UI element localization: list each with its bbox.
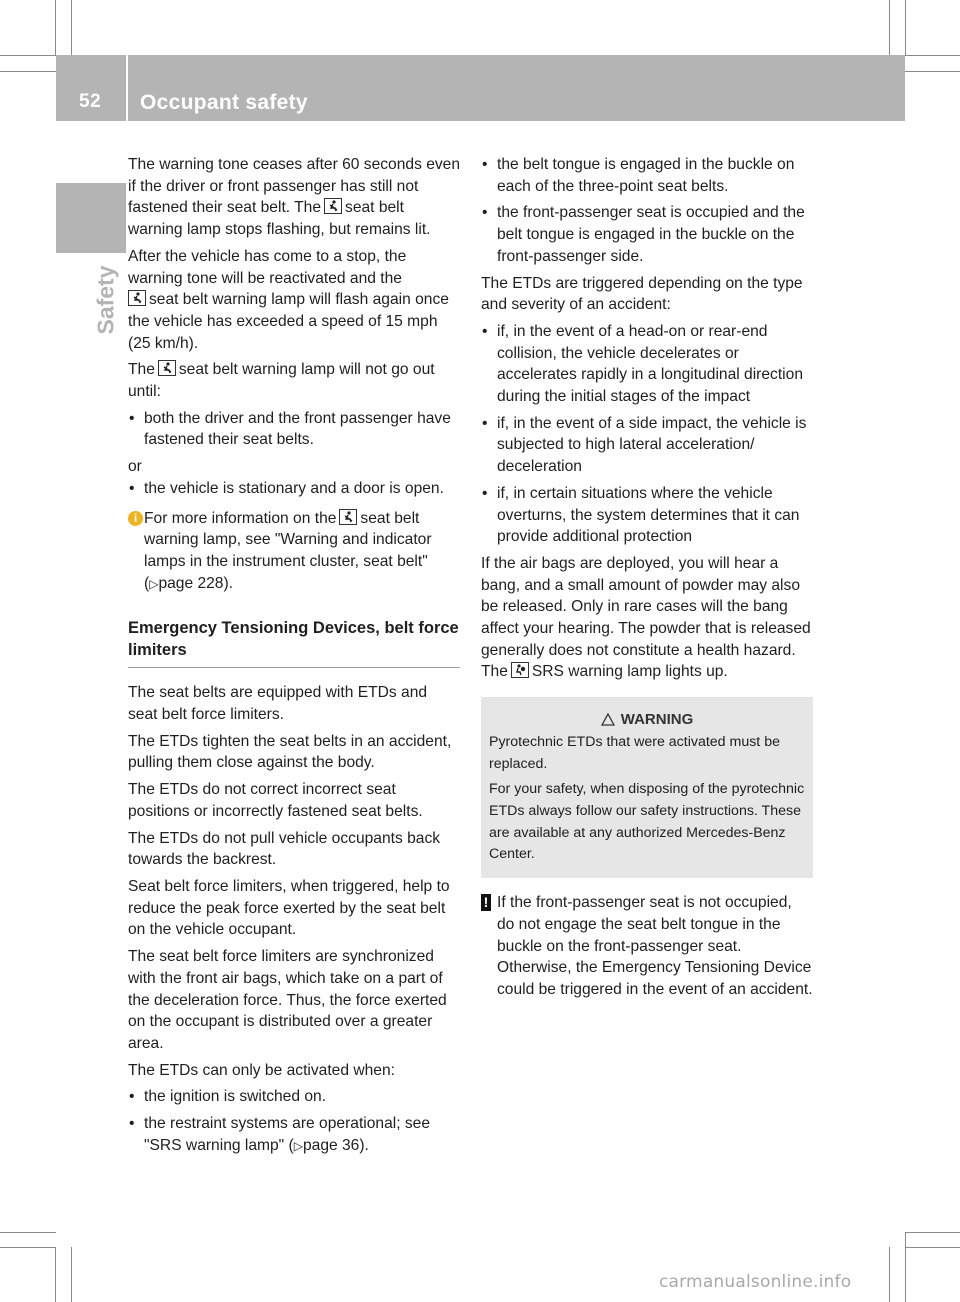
bullet-icon: • <box>482 414 488 432</box>
caution-note: ! If the front-passenger seat is not occupied, do not engage the seat belt tongue in the buckle on the front-passenger seat. Otherwise, the Emergency Tensioning Device could be triggered in the event of an accident. <box>481 892 813 1001</box>
side-tab-marker <box>56 183 126 253</box>
list-item: • if, in certain situations where the vehicle overturns, the system determines that it can provide additional protection <box>482 484 800 546</box>
warning-triangle-icon <box>601 713 615 726</box>
crop-mark <box>905 55 960 56</box>
bullet-icon: • <box>482 204 488 222</box>
left-column <box>128 154 460 1162</box>
heading-rule <box>128 667 460 668</box>
list-item: • the front-passenger seat is occupied and the belt tongue is engaged in the buckle on the front-passenger side. <box>482 204 805 265</box>
crop-mark <box>0 55 56 56</box>
crop-mark <box>0 1247 56 1248</box>
info-note: i For more information on the seat belt warning lamp, see "Warning and indicator lamps in the instrument cluster, seat belt" (▷page 228). <box>128 508 460 596</box>
header-separator <box>126 55 128 121</box>
bullet-icon: • <box>129 479 135 497</box>
crop-mark <box>0 71 56 72</box>
airbag-icon <box>511 662 529 678</box>
right-column <box>481 154 813 1001</box>
paragraph: The ETDs are triggered depending on the type and severity of an accident: <box>481 274 803 314</box>
paragraph: The seat belts are equipped with ETDs and seat belt force limiters. <box>128 684 428 724</box>
crop-mark <box>905 1232 906 1302</box>
crop-mark <box>0 1232 56 1233</box>
crop-mark <box>905 71 960 72</box>
paragraph: The seat belt warning lamp will not go out until: <box>128 361 435 401</box>
page-title: Occupant safety <box>140 91 308 114</box>
crop-mark <box>889 0 890 55</box>
page-number: 52 <box>79 91 102 112</box>
list-item: • the ignition is switched on. <box>128 1086 460 1108</box>
bullet-icon: • <box>482 322 488 340</box>
crop-mark <box>71 0 72 55</box>
page-ref-icon: ▷ <box>293 1138 303 1153</box>
paragraph: If the air bags are deployed, you will hear a bang, and a small amount of powder may also be released. Only in rare cases will the bang affect your hearing. The powder that is released generally does not constitute a health hazard. The SRS warning lamp lights up. <box>481 554 811 681</box>
seat-belt-icon <box>128 290 146 306</box>
paragraph: The warning tone ceases after 60 seconds even if the driver or front passenger has still not fastened their seat belt. The seat belt warning lamp stops flashing, but remains lit. <box>128 156 461 239</box>
bullet-icon: • <box>482 484 488 502</box>
seat-belt-icon <box>324 198 342 214</box>
watermark: carmanualsonline.info <box>659 1272 852 1292</box>
crop-mark <box>889 1247 890 1302</box>
warning-header: WARNING <box>489 709 805 731</box>
crop-mark <box>905 1247 960 1248</box>
info-icon: i <box>128 511 143 526</box>
crop-mark <box>905 0 906 55</box>
paragraph: The seat belt force limiters are synchronized with the front air bags, which take on a part of the deceleration force. Thus, the force exerted on the occupant is distributed over a greater area. <box>128 948 447 1052</box>
warning-text: Pyrotechnic ETDs that were activated must be replaced. <box>489 733 780 772</box>
paragraph: The ETDs can only be activated when: <box>128 1061 395 1079</box>
bullet-icon: • <box>129 409 135 427</box>
bullet-icon: • <box>482 156 488 173</box>
crop-mark <box>71 1247 72 1302</box>
page-link[interactable]: page 228). <box>158 574 234 592</box>
list-item: • if, in the event of a head-on or rear-end collision, the vehicle decelerates or accelerates rapidly in a longitudinal direction during the initial stages of the impact <box>482 322 803 406</box>
bullet-icon: • <box>129 1088 135 1106</box>
seat-belt-icon <box>158 360 176 376</box>
warning-text: For your safety, when disposing of the pyrotechnic ETDs always follow our safety instructions. These are available at any authorized Mercedes-Benz Center. <box>489 781 805 863</box>
page-ref-icon: ▷ <box>149 576 159 591</box>
bullet-icon: • <box>129 1115 135 1133</box>
paragraph: The ETDs do not pull vehicle occupants back towards the backrest. <box>128 829 441 869</box>
paragraph: The ETDs tighten the seat belts in an accident, pulling them close against the body. <box>128 732 452 772</box>
crop-mark <box>905 1232 960 1233</box>
list-item: • the vehicle is stationary and a door is open. <box>128 478 460 500</box>
seat-belt-icon <box>339 509 357 525</box>
list-item: • the restraint systems are operational; see "SRS warning lamp" (▷page 36). <box>129 1115 431 1154</box>
paragraph: After the vehicle has come to a stop, the warning tone will be reactivated and the seat belt warning lamp will flash again once the vehicle has exceeded a speed of 15 mph (25 km/h). <box>128 247 449 352</box>
list-item: • the belt tongue is engaged in the buckle on each of the three-point seat belts. <box>482 156 795 195</box>
section-heading: Emergency Tensioning Devices, belt force limiters <box>128 619 459 660</box>
warning-box <box>481 697 813 878</box>
list-item: • both the driver and the front passenger have fastened their seat belts. <box>129 409 451 449</box>
crop-mark <box>55 0 56 55</box>
or-text: or <box>128 458 142 476</box>
crop-mark <box>55 1247 56 1302</box>
paragraph: The ETDs do not correct incorrect seat positions or incorrectly fastened seat belts. <box>128 781 423 820</box>
list-item: • if, in the event of a side impact, the vehicle is subjected to high lateral acceleration/ deceleration <box>482 414 807 476</box>
page-link[interactable]: page 36). <box>302 1136 369 1154</box>
side-tab-label: Safety <box>92 265 119 335</box>
paragraph: Seat belt force limiters, when triggered, help to reduce the peak force exerted by the seat belt on the vehicle occupant. <box>128 877 450 939</box>
caution-icon: ! <box>481 894 491 911</box>
